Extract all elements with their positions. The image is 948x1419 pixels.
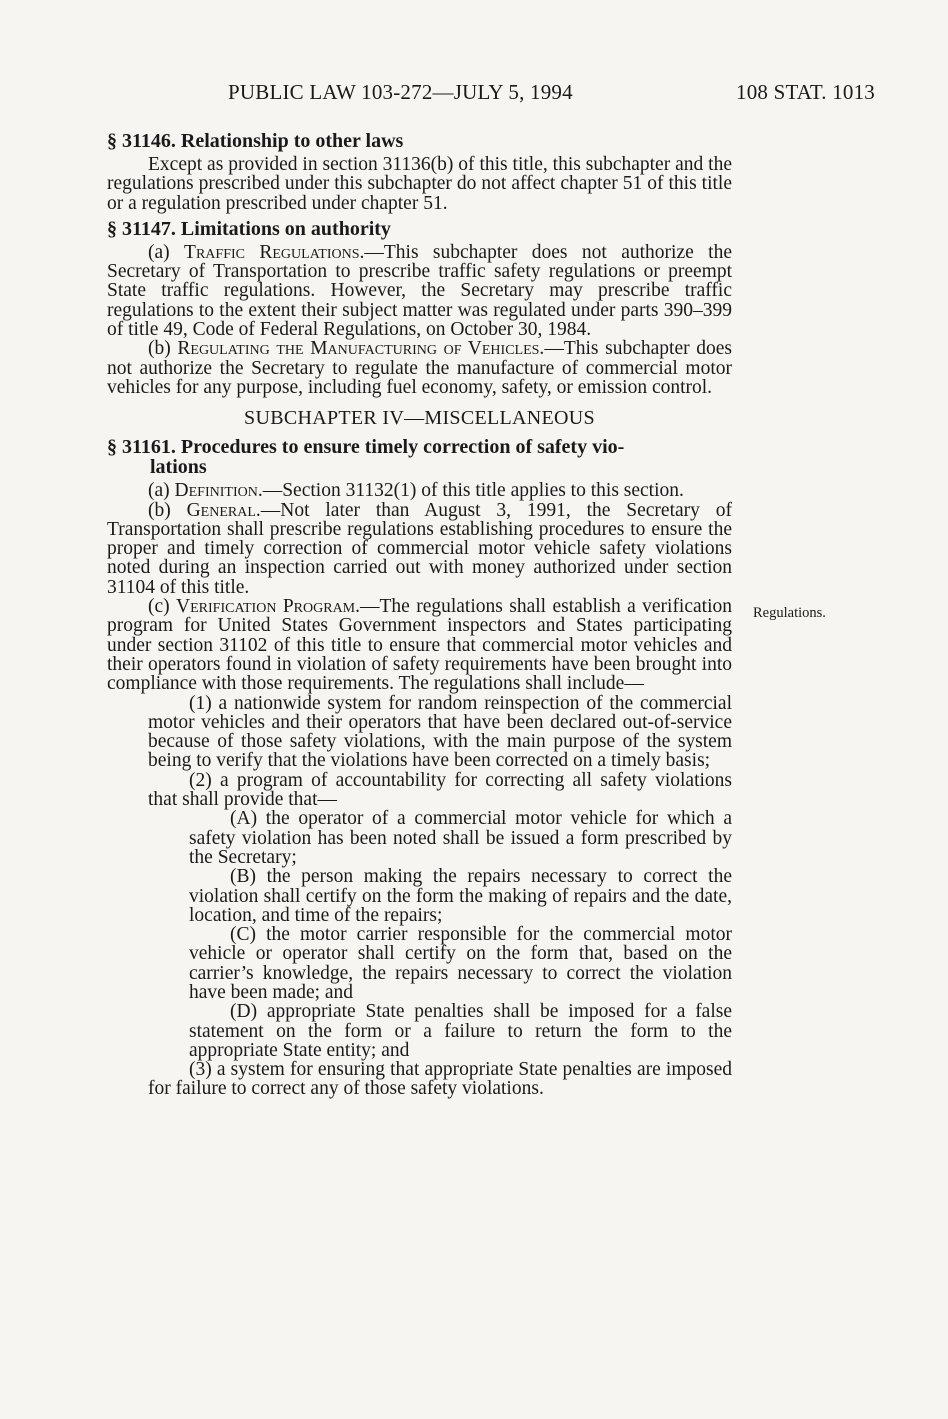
section-heading-31147: § 31147. Limitations on authority (107, 217, 391, 240)
subparagraph-c: (C) the motor carrier responsible for the commercial motor vehicle or operator shall certify on the form that, based on the carrier’s knowledge, the repairs necessary to correct the violation have been made; and (189, 924, 732, 1003)
document-body (107, 131, 732, 1099)
paragraph-2: (2) a program of accountability for correcting all safety violations that shall provide that— (148, 769, 732, 811)
subparagraph-d: (D) appropriate State penalties shall be imposed for a false statement on the form or a failure to return the form to the appropriate State entity; and (189, 1001, 732, 1061)
caption: General. (186, 499, 261, 521)
paragraph-1: (1) a nationwide system for random reinspection of the commercial motor vehicles and their operators that have been declared out-of-service because of those safety violations, with the main purpose of the system being to verify that the violations have been corrected on a timely basis; (148, 692, 732, 772)
section-31147-b: (b) Regulating the Manufacturing of Vehicles.—This subchapter does not authorize the Secretary to regulate the manufacture of commercial motor vehicles for any purpose, including fuel economy, safety, or emission control. (107, 338, 732, 398)
section-31161-b: (b) General.—Not later than August 3, 1991, the Secretary of Transportation shall prescribe regulations establishing procedures to ensure the proper and timely correction of commercial motor vehicle safety violations noted during an inspection carried out with money authorized under section 31104 of this title. (107, 499, 732, 598)
section-31146-text: Except as provided in section 31136(b) of this title, this subchapter and the regulations prescribed under this subchapter do not affect chapter 51 of this title or a regulation prescribed under chapter 51. (107, 154, 732, 214)
section-31161-c: (c) Verification Program.—The regulations shall establish a verification program for United States Government inspectors and States participating under section 31102 of this title to ensure that commercial motor vehicles and their operators found in violation of safety requirements have been brought into compliance with those requirements. The regulations shall include— (107, 596, 732, 695)
running-title: PUBLIC LAW 103-272—JULY 5, 1994 (228, 80, 573, 104)
subparagraph-b: (B) the person making the repairs necessary to correct the violation shall certify on the form the making of repairs and the date, location, and time of the repairs; (189, 866, 732, 926)
section-31161-a: (a) Definition.—Section 31132(1) of this title applies to this section. (148, 480, 684, 502)
paragraph-3: (3) a system for ensuring that appropriate State penalties are imposed for failure to correct any of those safety violations. (148, 1059, 732, 1100)
caption: Traffic Regulations. (184, 241, 365, 263)
caption: Regulating the Manufacturing of Vehicles. (177, 338, 545, 360)
margin-note: Regulations. (753, 605, 826, 621)
section-31147-a: (a) Traffic Regulations.—This subchapter does not authorize the Secretary of Transportation to prescribe traffic safety regulations or preempt State traffic regulations. However, the Secretary may prescribe traffic regulations to the extent their subject matter was regulated under parts 390–399 of title 49, Code of Federal Regulations, on October 30, 1984. (107, 241, 732, 341)
caption: Verification Program. (176, 596, 361, 618)
statute-page-number: 108 STAT. 1013 (736, 80, 875, 104)
subchapter-heading: SUBCHAPTER IV—MISCELLANEOUS (244, 407, 595, 430)
section-heading-31161: § 31161. Procedures to ensure timely correction of safety vio- lations (107, 436, 625, 479)
subparagraph-a: (A) the operator of a commercial motor vehicle for which a safety violation has been noted shall be issued a form prescribed by the Secretary; (189, 808, 732, 868)
caption: Definition. (174, 480, 263, 502)
section-heading-31146: § 31146. Relationship to other laws (107, 130, 404, 152)
